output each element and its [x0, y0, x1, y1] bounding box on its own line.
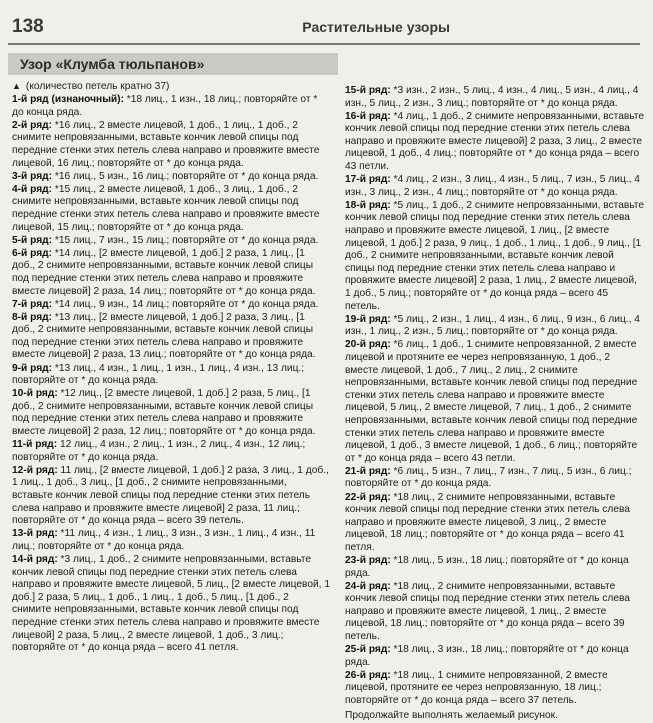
header-divider	[8, 43, 640, 45]
row-instructions: *15 лиц., 2 вместе лицевой, 1 доб., 3 лиц., 1 доб., 2 снимите непровязанными, вставьте кончик левой спицы под передние стенки этих петель слева направо и провяжите вместе лицевой, 15 лиц.; повторяйте от * до конца ряда.	[12, 183, 320, 233]
row-label: 10-й ряд:	[12, 388, 58, 400]
row-instructions: *4 лиц., 1 доб., 2 снимите непровязанными, вставьте кончик левой спицы под передние стенки этих петель слева направо и провяжите вместе лицевой] 2 раза, 3 лиц., 2 вместе лицевой, 1 доб., 4 лиц.; повторяйте от * до конца ряда – всего 43 петли.	[345, 110, 645, 173]
pattern-row	[345, 466, 645, 491]
triangle-up-icon: ▲	[12, 81, 21, 91]
row-label: 7-й ряд:	[12, 298, 53, 310]
pattern-row	[345, 670, 645, 708]
row-label: 8-й ряд:	[12, 311, 53, 323]
row-instructions: *3 лиц., 1 доб., 2 снимите непровязанными, вставьте кончик левой спицы под передние стенки этих петель слева направо и провяжите вместе лицевой, 5 лиц., [2 вместе лицевой, 1 доб.] 2 раза, 5 лиц., 1 доб., 1 лиц., 1 доб., 5 лиц., [1 доб., 2 снимите непровязанными, вставьте кончик левой спицы под передние стенки этих петель слева направо и провяжите вместе лицевой] 2 раза, 5 лиц., 2 вместе лицевой, 1 доб., 3 лиц.; повторяйте от * до конца ряда – всего 41 петля.	[12, 553, 331, 654]
row-instructions: *18 лиц., 2 снимите непровязанными, вставьте кончик левой спицы под передние стенки этих петель слева направо и провяжите вместе лицевой, 1 лиц., 2 вместе лицевой, 18 лиц.; повторяйте от * до конца ряда – всего 39 петель.	[345, 580, 630, 643]
row-label: 16-й ряд:	[345, 110, 391, 122]
pattern-row	[12, 171, 330, 184]
row-instructions: *11 лиц., 4 изн., 1 лиц., 3 изн., 3 изн., 1 лиц., 4 изн., 11 лиц.; повторяйте от * до конца ряда.	[12, 528, 316, 552]
row-label: 5-й ряд:	[12, 234, 53, 246]
row-label: 25-й ряд:	[345, 644, 391, 656]
pattern-row	[345, 85, 645, 110]
pattern-row	[12, 554, 330, 655]
row-instructions: *5 лиц., 1 доб., 2 снимите непровязанными, вставьте кончик левой спицы под передние стенки этих петель слева направо и провяжите вместе лицевой, 1 лиц., [2 вместе лицевой, 1 доб.] 2 раза, 9 лиц., 1 доб., 1 лиц., 1 доб., 9 лиц., [1 доб., 2 снимите непровязанными, вставьте кончик левой спицы под передние стенки этих петель слева направо и провяжите вместе лицевой] 2 раза, 1 лиц., 2 вместе лицевой, 1 доб., 5 лиц.; повторяйте от * до конца ряда – всего 45 петель.	[345, 199, 645, 312]
row-instructions: *18 лиц., 1 изн., 18 лиц.; повторяйте от * до конца ряда.	[12, 94, 318, 118]
right-rows	[345, 85, 645, 708]
row-label: 22-й ряд:	[345, 491, 391, 503]
row-label: 24-й ряд:	[345, 580, 391, 592]
pattern-row	[12, 388, 330, 438]
pattern-row	[345, 492, 645, 555]
row-label: 11-й ряд:	[12, 439, 58, 451]
row-instructions: *15 лиц., 7 изн., 15 лиц.; повторяйте от * до конца ряда.	[52, 234, 319, 246]
row-label: 20-й ряд:	[345, 339, 391, 351]
row-instructions: *18 лиц., 1 снимите непровязанной, 2 вместе лицевой, протяните ее через непровязанную, 18 лиц.; повторяйте от * до конца ряда – всего 37 петель.	[345, 669, 608, 706]
page-number: 138	[12, 16, 44, 37]
pattern-row	[345, 581, 645, 644]
pattern-row	[345, 111, 645, 174]
pattern-row	[12, 235, 330, 248]
pattern-title: Узор «Клумба тюльпанов»	[20, 56, 205, 72]
row-instructions: *12 лиц., [2 вместе лицевой, 1 доб.] 2 раза, 5 лиц., [1 доб., 2 снимите непровязанными, вставьте кончик левой спицы под передние стенки этих петель слева направо и провяжите вместе лицевой] 2 раза, 12 лиц.; повторяйте от * до конца ряда.	[12, 388, 316, 438]
row-label: 2-й ряд:	[12, 119, 53, 131]
page-header	[8, 14, 640, 40]
row-instructions: 11 лиц., [2 вместе лицевой, 1 доб.] 2 раза, 3 лиц., 1 доб., 1 лиц., 1 доб., 3 лиц., [1 доб., 2 снимите непровязанными, вставьте кончик левой спицы под передние стенки этих петель слева направо и провяжите вместе лицевой] 2 раза, 11 лиц.; повторяйте от * до конца ряда – всего 39 петель.	[12, 464, 329, 527]
row-instructions: *14 лиц., 9 изн., 14 лиц.; повторяйте от * до конца ряда.	[52, 298, 319, 310]
row-label: 4-й ряд:	[12, 183, 53, 195]
row-instructions: *3 изн., 2 изн., 5 лиц., 4 изн., 4 лиц., 5 изн., 4 лиц., 4 изн., 5 лиц., 2 изн., 3 лиц.; повторяйте от * до конца ряда.	[345, 85, 639, 109]
pattern-row	[345, 314, 645, 339]
row-label: 18-й ряд:	[345, 199, 391, 211]
row-label: 15-й ряд:	[345, 85, 391, 96]
pattern-row	[345, 200, 645, 313]
row-instructions: *6 лиц., 1 доб., 1 снимите непровязанной, 2 вместе лицевой и протяните ее через непровязанную, 1 доб., 2 вместе лицевой, 1 доб., 7 лиц., 2 лиц., 2 снимите непровязанными, вставьте кончик левой спицы под передние стенки этих петель слева направо и провяжите вместе лицевой, 5 лиц., 2 вместе лицевой, 7 лиц., 1 доб., 2 снимите непровязанными, вставьте кончик левой спицы под передние стенки этих петель слева направо и провяжите вместе лицевой, 1 доб., 3 вместе лицевой, 1 доб., 6 лиц.; повторяйте от * до конца ряда – всего 43 петли.	[345, 339, 638, 464]
row-instructions: *6 лиц., 5 изн., 7 лиц., 7 изн., 7 лиц., 5 изн., 6 лиц.; повторяйте от * до конца ряда.	[345, 465, 632, 490]
row-instructions: *16 лиц., 2 вместе лицевой, 1 доб., 1 лиц., 1 доб., 2 снимите непровязанными, вставьте кончик левой спицы под передние стенки этих петель слева направо и провяжите вместе лицевой, 16 лиц.; повторяйте от * до конца ряда.	[12, 119, 320, 169]
left-rows	[12, 94, 330, 655]
row-label: 26-й ряд:	[345, 669, 391, 681]
row-instructions: *16 лиц., 5 изн., 16 лиц.; повторяйте от * до конца ряда.	[52, 170, 319, 182]
row-label: 14-й ряд:	[12, 553, 58, 565]
pattern-row	[12, 94, 330, 119]
stitch-count-note: ▲ (количество петель кратно 37)	[12, 81, 170, 92]
row-instructions: *18 лиц., 2 снимите непровязанными, вставьте кончик левой спицы под передние стенки этих петель слева направо и провяжите вместе лицевой, 3 лиц., 2 вместе лицевой, 18 лиц.; повторяйте от * до конца ряда – всего 41 петля.	[345, 491, 630, 553]
pattern-row	[12, 312, 330, 362]
row-instructions: *14 лиц., [2 вместе лицевой, 1 доб.] 2 раза, 1 лиц., [1 доб., 2 снимите непровязанными, вставьте кончик левой спицы под передние стенки этих петель слева направо и провяжите вместе лицевой] 2 раза, 14 лиц.; повторяйте от * до конца ряда.	[12, 247, 316, 297]
row-instructions: *4 лиц., 2 изн., 3 лиц., 4 изн., 5 лиц., 7 изн., 5 лиц., 4 изн., 3 лиц., 2 изн., 4 лиц.; повторяйте от * до конца ряда.	[345, 174, 640, 198]
left-column	[12, 80, 330, 655]
pattern-row	[345, 174, 645, 199]
row-instructions: *18 лиц., 3 изн., 18 лиц.; повторяйте от * до конца ряда.	[345, 644, 629, 668]
pattern-row	[345, 339, 645, 465]
pattern-row	[12, 528, 330, 553]
row-instructions: *13 лиц., 4 изн., 1 лиц., 1 изн., 1 лиц., 4 изн., 13 лиц.; повторяйте от * до конца ряда.	[12, 362, 305, 387]
row-label: 1-й ряд (изнаночный):	[12, 94, 124, 106]
row-label: 17-й ряд:	[345, 174, 391, 186]
closing-note: Продолжайте выполнять желаемый рисунок.	[345, 709, 558, 721]
row-instructions: *13 лиц., [2 вместе лицевой, 1 доб.] 2 раза, 3 лиц., [1 доб., 2 снимите непровязанными, вставьте кончик левой спицы под передние стенки этих петель слева направо и провяжите вместе лицевой] 2 раза, 13 лиц.; повторяйте от * до конца ряда.	[12, 311, 316, 361]
row-label: 21-й ряд:	[345, 465, 391, 477]
row-label: 23-й ряд:	[345, 554, 391, 566]
row-label: 6-й ряд:	[12, 247, 53, 259]
right-column	[345, 85, 645, 723]
pattern-row	[12, 184, 330, 234]
row-label: 12-й ряд:	[12, 464, 58, 476]
pattern-title-bar	[8, 53, 338, 75]
pattern-row	[12, 299, 330, 312]
pattern-row	[345, 644, 645, 669]
row-instructions: 12 лиц., 4 изн., 2 лиц., 1 изн., 2 лиц., 4 изн., 12 лиц.; повторяйте от * до конца ряда.	[12, 439, 306, 463]
row-label: 19-й ряд:	[345, 313, 391, 325]
row-instructions: *5 лиц., 2 изн., 1 лиц., 4 изн., 6 лиц., 9 изн., 6 лиц., 4 изн., 1 лиц., 2 изн., 5 лиц.; повторяйте от * до конца ряда.	[345, 313, 640, 338]
pattern-row	[12, 439, 330, 464]
row-label: 3-й ряд:	[12, 170, 53, 182]
pattern-row	[12, 248, 330, 298]
pattern-row	[12, 465, 330, 528]
row-label: 13-й ряд:	[12, 528, 58, 540]
pattern-row	[12, 120, 330, 170]
row-instructions: *18 лиц., 5 изн., 18 лиц.; повторяйте от * до конца ряда.	[345, 554, 629, 579]
section-title: Растительные узоры	[302, 19, 450, 35]
pattern-row	[345, 555, 645, 580]
row-label: 9-й ряд:	[12, 362, 53, 374]
pattern-row	[12, 363, 330, 388]
